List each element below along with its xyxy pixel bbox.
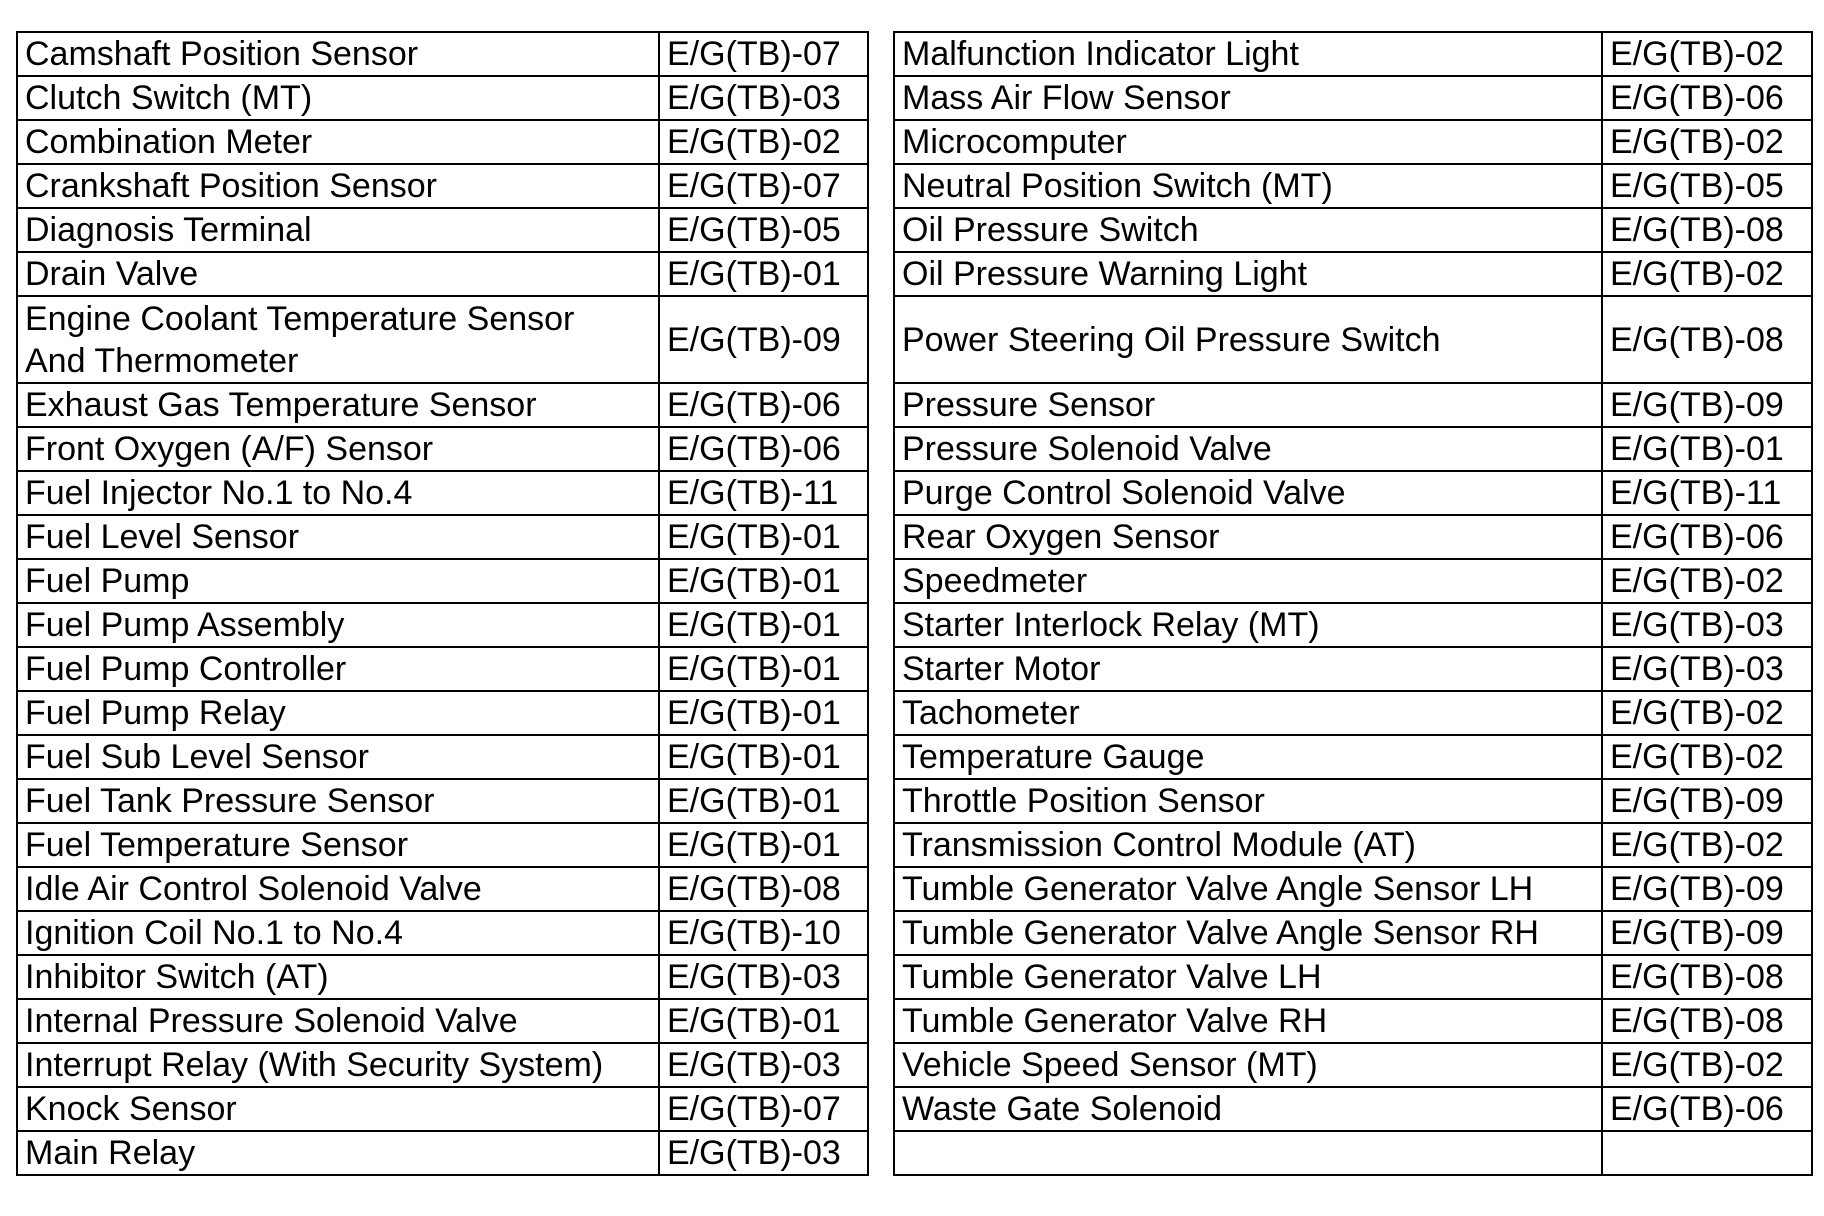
component-name: Main Relay <box>25 1134 196 1172</box>
page-reference-cell <box>1602 999 1812 1043</box>
page-reference-cell <box>1602 76 1812 120</box>
page-reference: E/G(TB)-09 <box>1610 386 1784 424</box>
page-reference-cell <box>1602 515 1812 559</box>
page-reference: E/G(TB)-01 <box>667 518 841 556</box>
component-name-cell <box>894 120 1602 164</box>
page-reference: E/G(TB)-07 <box>667 167 841 205</box>
page-reference: E/G(TB)-02 <box>1610 1046 1784 1084</box>
component-name-cell <box>17 603 659 647</box>
page-reference: E/G(TB)-05 <box>1610 167 1784 205</box>
table-row <box>17 76 868 120</box>
component-name-cell <box>894 296 1602 383</box>
page-reference: E/G(TB)-09 <box>667 320 841 359</box>
table-row <box>17 1087 868 1131</box>
component-name-cell <box>17 208 659 252</box>
table-row <box>894 691 1812 735</box>
component-name-cell <box>894 823 1602 867</box>
table-row <box>17 559 868 603</box>
component-name-cell <box>894 559 1602 603</box>
table-row <box>894 208 1812 252</box>
page-reference-cell <box>659 120 868 164</box>
table-row <box>894 955 1812 999</box>
component-name-cell <box>17 735 659 779</box>
table-row <box>894 647 1812 691</box>
index-table-right <box>893 31 1813 1176</box>
page-reference-cell <box>1602 955 1812 999</box>
page-reference-cell <box>1602 164 1812 208</box>
component-name-cell <box>17 296 659 383</box>
component-name: Speedmeter <box>902 562 1088 600</box>
component-name-cell <box>894 383 1602 427</box>
page-reference: E/G(TB)-01 <box>667 562 841 600</box>
page-reference-cell <box>659 1131 868 1175</box>
component-name-cell <box>894 867 1602 911</box>
component-name-cell <box>17 647 659 691</box>
page-reference-cell <box>1602 383 1812 427</box>
page-reference-cell <box>1602 427 1812 471</box>
table-row <box>894 471 1812 515</box>
table-row <box>894 120 1812 164</box>
page-reference: E/G(TB)-03 <box>667 1046 841 1084</box>
component-name: Temperature Gauge <box>902 738 1205 776</box>
component-name: Front Oxygen (A/F) Sensor <box>25 430 434 468</box>
table-row <box>17 383 868 427</box>
component-name-cell <box>17 1043 659 1087</box>
table-row <box>894 1087 1812 1131</box>
table-row <box>17 867 868 911</box>
component-name: Pressure Sensor <box>902 386 1156 424</box>
page-reference-cell <box>659 252 868 296</box>
table-row <box>894 779 1812 823</box>
page-reference-cell <box>659 208 868 252</box>
page-reference: E/G(TB)-09 <box>1610 914 1784 952</box>
component-name: Transmission Control Module (AT) <box>902 826 1416 864</box>
table-row <box>17 252 868 296</box>
page-reference: E/G(TB)-02 <box>1610 35 1784 73</box>
component-name-cell <box>894 955 1602 999</box>
component-name-cell <box>894 208 1602 252</box>
component-name: Fuel Tank Pressure Sensor <box>25 782 435 820</box>
component-name-cell <box>894 647 1602 691</box>
component-name: Fuel Pump Controller <box>25 650 347 688</box>
table-row <box>17 208 868 252</box>
component-name-cell <box>894 515 1602 559</box>
page-reference: E/G(TB)-08 <box>1610 211 1784 249</box>
component-name-cell <box>894 32 1602 76</box>
table-row <box>894 164 1812 208</box>
page-reference: E/G(TB)-09 <box>1610 782 1784 820</box>
component-name: Clutch Switch (MT) <box>25 79 313 117</box>
page-reference: E/G(TB)-02 <box>1610 123 1784 161</box>
table-row <box>17 32 868 76</box>
page-reference: E/G(TB)-02 <box>667 123 841 161</box>
table-row <box>17 120 868 164</box>
component-name: Throttle Position Sensor <box>902 782 1265 820</box>
component-name-cell <box>17 164 659 208</box>
component-name: Fuel Pump Relay <box>25 694 286 732</box>
page-reference-cell <box>1602 1087 1812 1131</box>
table-row <box>894 515 1812 559</box>
page-reference-cell <box>659 779 868 823</box>
page-reference: E/G(TB)-11 <box>667 474 839 512</box>
component-name: Tumble Generator Valve LH <box>902 958 1322 996</box>
component-name: Ignition Coil No.1 to No.4 <box>25 914 403 952</box>
component-name: Combination Meter <box>25 123 313 161</box>
component-name-cell <box>17 76 659 120</box>
component-name: Drain Valve <box>25 255 199 293</box>
component-name: Crankshaft Position Sensor <box>25 167 437 205</box>
component-name-cell <box>894 911 1602 955</box>
index-table-left-body <box>17 32 868 1175</box>
table-row <box>17 779 868 823</box>
component-name-cell <box>894 735 1602 779</box>
page-reference-cell <box>659 911 868 955</box>
component-name: Microcomputer <box>902 123 1127 161</box>
component-name-cell <box>894 1087 1602 1131</box>
table-row <box>894 559 1812 603</box>
table-row <box>17 823 868 867</box>
index-table-right-body <box>894 32 1812 1175</box>
component-name: Fuel Pump <box>25 562 190 600</box>
page-reference-cell <box>1602 559 1812 603</box>
component-name: Fuel Sub Level Sensor <box>25 738 369 776</box>
page-reference-cell <box>1602 1043 1812 1087</box>
component-name: Oil Pressure Switch <box>902 211 1199 249</box>
table-row <box>894 911 1812 955</box>
page-reference: E/G(TB)-07 <box>667 1090 841 1128</box>
page-reference-cell <box>659 735 868 779</box>
page-reference: E/G(TB)-08 <box>1610 1002 1784 1040</box>
table-row <box>894 823 1812 867</box>
component-name: Fuel Level Sensor <box>25 518 300 556</box>
page-reference: E/G(TB)-02 <box>1610 738 1784 776</box>
component-name: Fuel Temperature Sensor <box>25 826 409 864</box>
component-name-cell <box>17 823 659 867</box>
table-row <box>894 999 1812 1043</box>
component-name: Starter Motor <box>902 650 1101 688</box>
page-reference: E/G(TB)-01 <box>667 782 841 820</box>
table-row <box>894 296 1812 383</box>
table-row <box>17 515 868 559</box>
component-name-cell <box>17 999 659 1043</box>
table-row <box>17 427 868 471</box>
table-row <box>17 955 868 999</box>
page-reference: E/G(TB)-06 <box>1610 79 1784 117</box>
component-name-line2: And Thermometer <box>25 341 299 380</box>
page-reference: E/G(TB)-08 <box>1610 320 1784 359</box>
page-reference-cell <box>659 823 868 867</box>
table-row <box>894 1043 1812 1087</box>
table-row <box>894 735 1812 779</box>
page-reference-cell <box>659 164 868 208</box>
component-name: Starter Interlock Relay (MT) <box>902 606 1320 644</box>
component-name-cell <box>894 164 1602 208</box>
page-reference-cell <box>1602 208 1812 252</box>
page-reference: E/G(TB)-01 <box>667 738 841 776</box>
page-reference: E/G(TB)-08 <box>1610 958 1784 996</box>
component-name: Knock Sensor <box>25 1090 237 1128</box>
page-reference: E/G(TB)-06 <box>667 386 841 424</box>
component-name-cell <box>17 32 659 76</box>
index-table-left <box>16 31 869 1176</box>
table-row <box>17 296 868 383</box>
table-row <box>894 427 1812 471</box>
component-name-cell <box>17 1087 659 1131</box>
page-reference-cell <box>659 955 868 999</box>
table-row <box>894 603 1812 647</box>
table-row <box>17 164 868 208</box>
component-name-cell <box>17 252 659 296</box>
table-row <box>894 252 1812 296</box>
component-name-cell <box>894 999 1602 1043</box>
page-reference: E/G(TB)-01 <box>667 826 841 864</box>
component-name: Tumble Generator Valve Angle Sensor LH <box>902 870 1534 908</box>
component-name: Engine Coolant Temperature Sensor <box>25 299 575 338</box>
page-reference: E/G(TB)-10 <box>667 914 841 952</box>
component-name-cell <box>894 1131 1602 1175</box>
table-row <box>17 1131 868 1175</box>
page-reference-cell <box>659 76 868 120</box>
page-reference: E/G(TB)-08 <box>667 870 841 908</box>
component-name-cell <box>894 691 1602 735</box>
component-name: Interrupt Relay (With Security System) <box>25 1046 604 1084</box>
component-name: Exhaust Gas Temperature Sensor <box>25 386 537 424</box>
component-name: Fuel Pump Assembly <box>25 606 345 644</box>
page-reference-cell <box>659 471 868 515</box>
component-name-cell <box>17 559 659 603</box>
page-reference-cell <box>659 1043 868 1087</box>
page-reference-cell <box>659 427 868 471</box>
component-name: Camshaft Position Sensor <box>25 35 419 73</box>
page-reference-cell <box>1602 603 1812 647</box>
page-reference: E/G(TB)-01 <box>667 694 841 732</box>
page-reference: E/G(TB)-05 <box>667 211 841 249</box>
component-name-cell <box>17 911 659 955</box>
component-name: Pressure Solenoid Valve <box>902 430 1272 468</box>
page-reference: E/G(TB)-03 <box>1610 606 1784 644</box>
page-reference: E/G(TB)-03 <box>667 1134 841 1172</box>
table-row <box>17 911 868 955</box>
page-reference-cell <box>1602 32 1812 76</box>
page-reference-cell <box>1602 1131 1812 1175</box>
table-row <box>17 471 868 515</box>
component-name-cell <box>17 427 659 471</box>
page-reference: E/G(TB)-07 <box>667 35 841 73</box>
table-row <box>894 383 1812 427</box>
page-reference: E/G(TB)-03 <box>667 958 841 996</box>
page-reference: E/G(TB)-06 <box>1610 1090 1784 1128</box>
component-name: Purge Control Solenoid Valve <box>902 474 1346 512</box>
page-reference: E/G(TB)-01 <box>1610 430 1784 468</box>
component-name: Rear Oxygen Sensor <box>902 518 1220 556</box>
component-name-cell <box>17 471 659 515</box>
page-reference-cell <box>659 603 868 647</box>
component-name: Tumble Generator Valve Angle Sensor RH <box>902 914 1539 952</box>
component-name-cell <box>894 427 1602 471</box>
component-name: Power Steering Oil Pressure Switch <box>902 320 1441 359</box>
component-name: Mass Air Flow Sensor <box>902 79 1231 117</box>
component-name: Internal Pressure Solenoid Valve <box>25 1002 518 1040</box>
table-row <box>894 76 1812 120</box>
page-reference-cell <box>659 383 868 427</box>
table-row <box>17 735 868 779</box>
page-reference: E/G(TB)-11 <box>1610 474 1782 512</box>
page-reference: E/G(TB)-06 <box>667 430 841 468</box>
component-name-cell <box>17 955 659 999</box>
component-name-cell <box>894 76 1602 120</box>
page-reference: E/G(TB)-09 <box>1610 870 1784 908</box>
component-name-cell <box>17 120 659 164</box>
page-reference: E/G(TB)-02 <box>1610 694 1784 732</box>
page-reference-cell <box>659 691 868 735</box>
table-row <box>17 999 868 1043</box>
component-name-cell <box>17 1131 659 1175</box>
page-reference: E/G(TB)-02 <box>1610 255 1784 293</box>
component-name: Fuel Injector No.1 to No.4 <box>25 474 413 512</box>
component-name-cell <box>17 779 659 823</box>
component-name: Tachometer <box>902 694 1080 732</box>
page-reference: E/G(TB)-03 <box>667 79 841 117</box>
table-row <box>894 32 1812 76</box>
page-reference-cell <box>1602 779 1812 823</box>
page-reference-cell <box>1602 691 1812 735</box>
page-reference-cell <box>1602 471 1812 515</box>
table-row <box>894 1131 1812 1175</box>
page-reference-cell <box>1602 867 1812 911</box>
page-reference: E/G(TB)-01 <box>667 1002 841 1040</box>
page-reference-cell <box>1602 735 1812 779</box>
component-name-cell <box>17 867 659 911</box>
page-reference-cell <box>659 559 868 603</box>
page-reference: E/G(TB)-03 <box>1610 650 1784 688</box>
component-name: Oil Pressure Warning Light <box>902 255 1308 293</box>
component-name: Tumble Generator Valve RH <box>902 1002 1328 1040</box>
page-reference-cell <box>659 515 868 559</box>
table-row <box>17 603 868 647</box>
page-reference-cell <box>1602 823 1812 867</box>
page-reference: E/G(TB)-06 <box>1610 518 1784 556</box>
page-reference: E/G(TB)-01 <box>667 606 841 644</box>
page-reference: E/G(TB)-02 <box>1610 562 1784 600</box>
component-name: Diagnosis Terminal <box>25 211 312 249</box>
component-name: Waste Gate Solenoid <box>902 1090 1223 1128</box>
page-reference: E/G(TB)-01 <box>667 650 841 688</box>
table-row <box>17 1043 868 1087</box>
page-reference-cell <box>659 1087 868 1131</box>
page-reference-cell <box>1602 252 1812 296</box>
page-reference-cell <box>659 647 868 691</box>
page-reference-cell <box>1602 120 1812 164</box>
component-name-cell <box>17 383 659 427</box>
page-reference-cell <box>659 296 868 383</box>
component-name-cell <box>894 471 1602 515</box>
component-name: Vehicle Speed Sensor (MT) <box>902 1046 1318 1084</box>
page-reference-cell <box>1602 911 1812 955</box>
component-name-cell <box>894 252 1602 296</box>
page-reference: E/G(TB)-01 <box>667 255 841 293</box>
component-name-cell <box>17 515 659 559</box>
component-name: Idle Air Control Solenoid Valve <box>25 870 482 908</box>
table-row <box>894 867 1812 911</box>
page-reference-cell <box>659 32 868 76</box>
page-reference-cell <box>1602 647 1812 691</box>
component-name: Inhibitor Switch (AT) <box>25 958 329 996</box>
page-reference: E/G(TB)-02 <box>1610 826 1784 864</box>
component-name: Neutral Position Switch (MT) <box>902 167 1333 205</box>
component-name-cell <box>894 1043 1602 1087</box>
component-name-cell <box>894 779 1602 823</box>
component-name-cell <box>17 691 659 735</box>
page-reference-cell <box>659 867 868 911</box>
page-reference-cell <box>1602 296 1812 383</box>
component-name: Malfunction Indicator Light <box>902 35 1299 73</box>
table-row <box>17 691 868 735</box>
component-name-cell <box>894 603 1602 647</box>
page-reference-cell <box>659 999 868 1043</box>
table-row <box>17 647 868 691</box>
